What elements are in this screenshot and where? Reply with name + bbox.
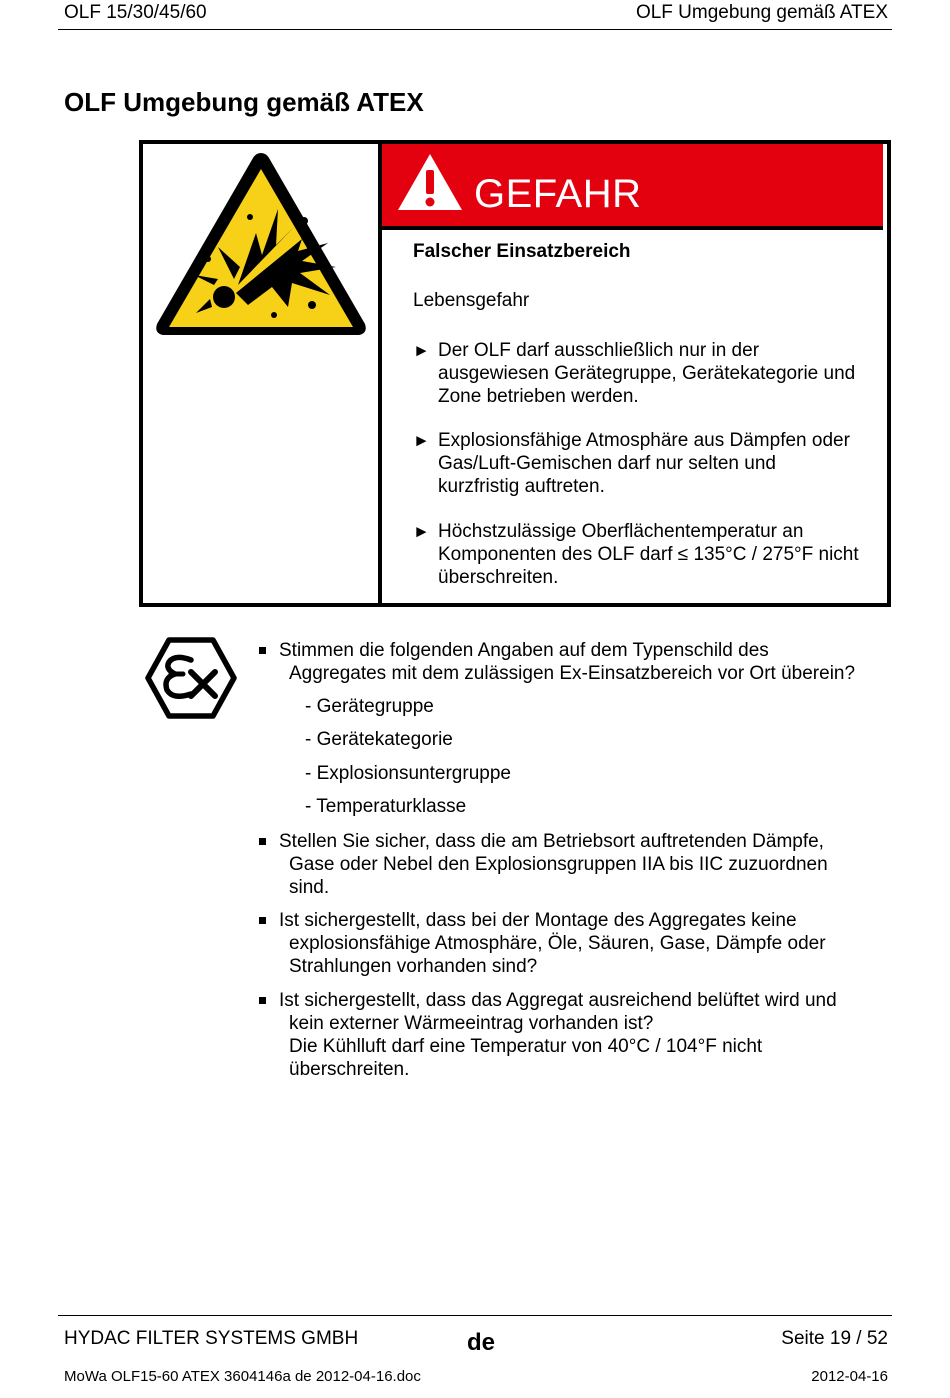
warning-measure-text: überschreiten. (438, 567, 559, 588)
header-divider (58, 29, 892, 30)
atex-ex-icon (145, 636, 237, 725)
warning-measure-text: Höchstzulässige Oberflächentemperatur an (438, 521, 804, 542)
footer-date: 2012-04-16 (811, 1368, 888, 1385)
header-section: OLF Umgebung gemäß ATEX (635, 2, 888, 23)
checklist-text: sind. (289, 877, 330, 898)
checklist-text: Gase oder Nebel den Explosionsgruppen IIA bis IIC zuzuordnen (289, 854, 828, 875)
explosive-hazard-sign-icon (152, 147, 370, 344)
warning-measure-text: Gas/Luft-Gemischen darf nur selten und (438, 453, 776, 474)
checklist-text: kein externer Wärmeeintrag vorhanden ist? (289, 1013, 654, 1034)
square-bullet-icon (259, 917, 266, 924)
header-doc-id: OLF 15/30/45/60 (64, 2, 207, 23)
warning-measure-2 (413, 429, 881, 498)
hazard-type: Falscher Einsatzbereich (413, 241, 631, 262)
checklist-text: Ist sichergestellt, dass das Aggregat ausreichend belüftet wird und (279, 990, 837, 1011)
warning-triangle-icon (396, 152, 464, 217)
checklist-text: Die Kühlluft darf eine Temperatur von 40°C / 104°F nicht (289, 1036, 763, 1057)
arrow-bullet-icon: ► (413, 341, 430, 360)
checklist-item-4 (256, 989, 876, 1081)
sub-item: - Gerätegruppe (305, 696, 434, 717)
warning-measure-text: Der OLF darf ausschließlich nur in der (438, 340, 760, 361)
checklist-text: Stimmen die folgenden Angaben auf dem Typenschild des (279, 640, 769, 661)
checklist-item-3 (256, 909, 876, 978)
sub-item: - Temperaturklasse (305, 796, 467, 817)
footer-language: de (467, 1329, 496, 1356)
square-bullet-icon (259, 838, 266, 845)
warning-measure-text: Zone betrieben werden. (438, 386, 639, 407)
footer-company: HYDAC FILTER SYSTEMS GMBH (64, 1328, 359, 1349)
warning-measure-1 (413, 339, 881, 408)
footer-page-number: Seite 19 / 52 (781, 1328, 888, 1349)
checklist-text: Ist sichergestellt, dass bei der Montage des Aggregates keine (279, 910, 797, 931)
square-bullet-icon (259, 997, 266, 1004)
checklist-text: Stellen Sie sicher, dass die am Betriebsort auftretenden Dämpfe, (279, 831, 824, 852)
page-title: OLF Umgebung gemäß ATEX (64, 87, 424, 117)
checklist-text: explosionsfähige Atmosphäre, Öle, Säuren, Gase, Dämpfe oder (289, 933, 826, 954)
hazard-consequence: Lebensgefahr (413, 290, 530, 311)
square-bullet-icon (259, 647, 266, 654)
sub-item: - Explosionsuntergruppe (305, 763, 511, 784)
checklist-text: überschreiten. (289, 1059, 410, 1080)
arrow-bullet-icon: ► (413, 431, 430, 450)
warning-measure-text: kurzfristig auftreten. (438, 476, 605, 497)
checklist-item-2 (256, 830, 876, 899)
checklist-item-1 (256, 639, 876, 685)
warning-measure-text: Komponenten des OLF darf ≤ 135°C / 275°F nicht (438, 544, 859, 565)
signal-word: GEFAHR (474, 172, 642, 216)
sub-item: - Gerätekategorie (305, 729, 453, 750)
footer-divider (58, 1315, 892, 1316)
warning-measure-text: ausgewiesen Gerätegruppe, Gerätekategorie und (438, 363, 856, 384)
checklist-text: Aggregates mit dem zulässigen Ex-Einsatzbereich vor Ort überein? (289, 663, 856, 684)
warning-measure-text: Explosionsfähige Atmosphäre aus Dämpfen oder (438, 430, 850, 451)
warning-measure-3 (413, 520, 881, 589)
arrow-bullet-icon: ► (413, 522, 430, 541)
footer-file-name: MoWa OLF15-60 ATEX 3604146a de 2012-04-16.doc (64, 1368, 421, 1385)
signal-bar-underline (382, 226, 883, 230)
checklist-text: Strahlungen vorhanden sind? (289, 956, 538, 977)
